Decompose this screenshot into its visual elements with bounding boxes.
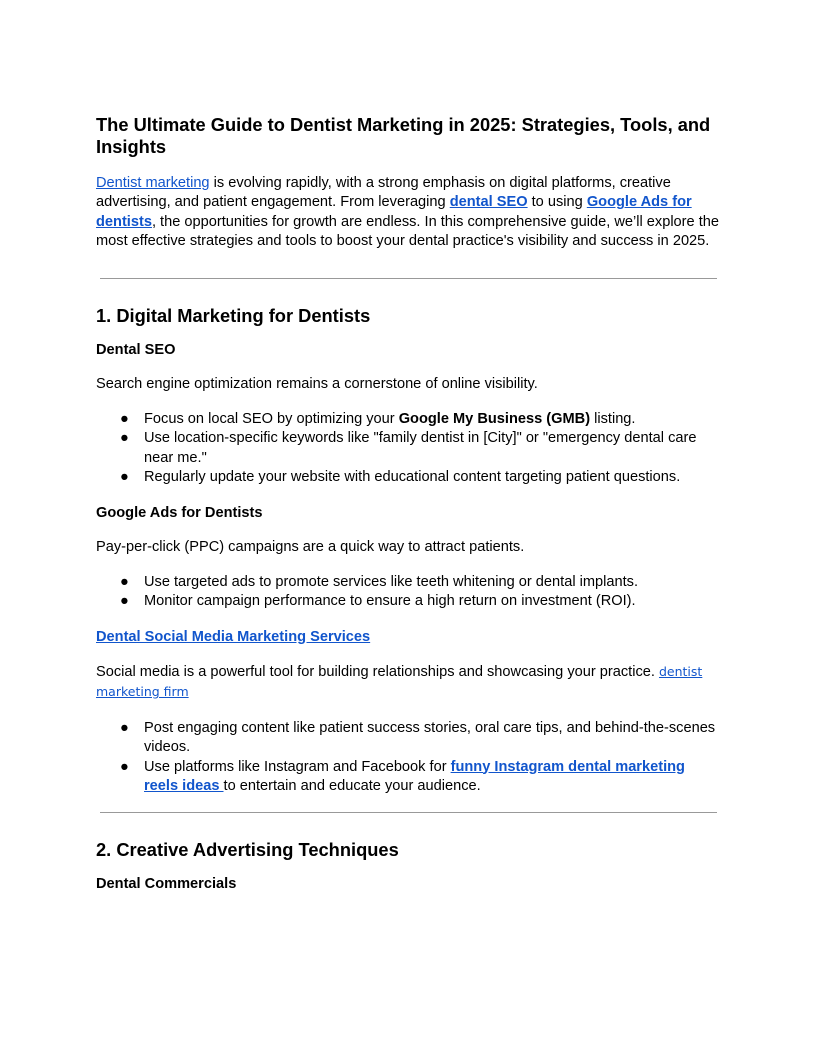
social-media-services-link[interactable]: Dental Social Media Marketing Services [96,628,371,645]
subheading-dental-seo: Dental SEO [96,341,176,358]
intro-text-1: is evolving rapidly, with a strong emphasis on digital platforms, creative advertising, and patient engagement. From leveraging [96,175,671,211]
social-bullet-list [96,719,720,797]
divider [100,278,717,279]
subheading-social-media [96,628,720,646]
dentist-marketing-link[interactable]: Dentist marketing [96,175,210,191]
seo-paragraph: Search engine optimization remains a cornerstone of online visibility. [96,375,538,392]
google-ads-for-dentists-link[interactable]: Google Ads for dentists [96,194,692,230]
dental-seo-link[interactable]: dental SEO [449,194,528,211]
bullet-icon: ● [120,469,129,486]
seo-bullet-list [96,410,720,488]
list-item: ● Focus on local SEO by optimizing your Google My Business (GMB) listing. [96,410,720,429]
intro-text-3: , the opportunities for growth are endless. In this comprehensive guide, we’ll explore the most effective strategies and tools to boost your dental practice's visibility and success in 2025. [96,213,719,250]
dentist-marketing-firm-link[interactable]: dentist marketing firm [96,663,703,700]
intro-paragraph [96,174,720,252]
ads-paragraph: Pay-per-click (PPC) campaigns are a quick way to attract patients. [96,538,525,555]
bullet-icon: ● [120,758,129,775]
social-paragraph: Social media is a powerful tool for building relationships and showcasing your practice. dentist marketing firm [96,663,703,700]
bullet-icon: ● [120,430,129,447]
list-item: ● Post engaging content like patient success stories, oral care tips, and behind-the-scenes videos. [120,719,716,756]
document-page [96,114,720,909]
section-heading-creative-advertising: 2. Creative Advertising Techniques [96,839,399,861]
intro-text-2: to using [527,194,587,211]
bullet-icon: ● [120,574,129,591]
list-item: ● Use location-specific keywords like "family dentist in [City]" or "emergency dental care near me." [120,430,697,466]
ads-bullet-list [96,573,720,612]
list-item: ● Monitor campaign performance to ensure a high return on investment (ROI). [96,592,720,611]
list-item: ● Use platforms like Instagram and Facebook for funny Instagram dental marketing reels ideas to entertain and educate your audience. [120,758,685,794]
subheading-google-ads: Google Ads for Dentists [96,504,263,521]
bullet-icon: ● [120,593,129,610]
list-item: ● Use targeted ads to promote services like teeth whitening or dental implants. [96,573,720,592]
section-heading-digital-marketing: 1. Digital Marketing for Dentists [96,304,371,326]
subheading-dental-commercials: Dental Commercials [96,876,237,893]
bullet-icon: ● [120,411,129,428]
divider [100,812,717,813]
bullet-icon: ● [120,719,129,736]
gmb-bold-text: Google My Business (GMB) [398,411,591,428]
list-item: ● Regularly update your website with educational content targeting patient questions. [96,468,720,487]
instagram-reels-ideas-link[interactable]: funny Instagram dental marketing reels ideas [144,758,685,794]
page-title: The Ultimate Guide to Dentist Marketing in 2025: Strategies, Tools, and Insights [96,114,711,157]
